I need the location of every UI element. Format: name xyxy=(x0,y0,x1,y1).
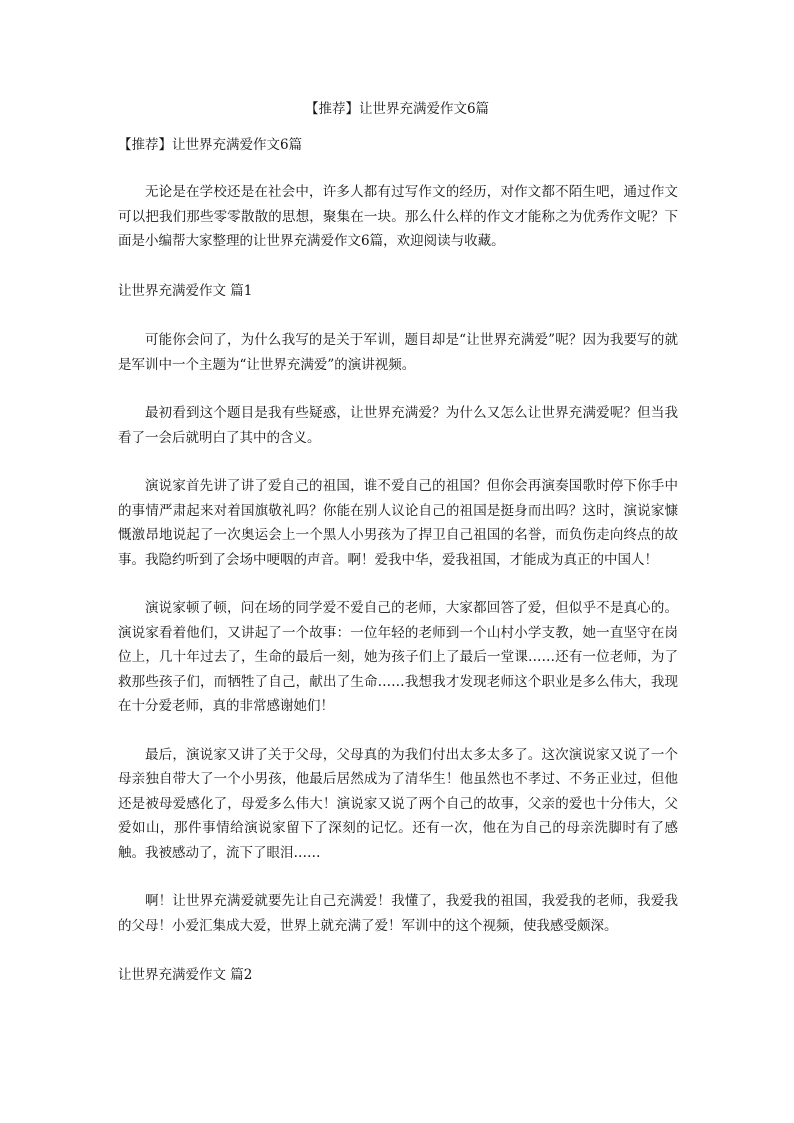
intro-paragraph: 无论是在学校还是在社会中，许多人都有过写作文的经历，对作文都不陌生吧，通过作文可以把我们那些零零散散的思想，聚集在一块。那么什么样的作文才能称之为优秀作文呢？下面是小编帮大家整理的让世界充满爱作文6篇，欢迎阅读与收藏。 xyxy=(118,184,678,249)
document-body xyxy=(118,180,678,988)
body-paragraph: 最初看到这个题目是我有些疑惑，让世界充满爱？为什么又怎么让世界充满爱呢？但当我看了一会后就明白了其中的含义。 xyxy=(118,405,678,446)
document-subtitle: 【推荐】让世界充满爱作文6篇 xyxy=(118,137,303,153)
body-paragraph: 啊！让世界充满爱就要先让自己充满爱！我懂了，我爱我的祖国，我爱我的老师，我爱我的父母！小爱汇集成大爱，世界上就充满了爱！军训中的这个视频，使我感受颇深。 xyxy=(118,893,678,934)
body-paragraph: 演说家首先讲了讲了爱自己的祖国，谁不爱自己的祖国？但你会再演奏国歌时停下你手中的事情严肃起来对着国旗敬礼吗？你能在别人议论自己的祖国是挺身而出吗？这时，演说家慷慨激昂地说起了一次奥运会上一个黑人小男孩为了捍卫自己祖国的名誉，而负伤走向终点的故事。我隐约听到了会场中哽咽的声音。啊！爱我中华，爱我祖国，才能成为真正的中国人！ xyxy=(118,478,678,568)
section-heading-2: 让世界充满爱作文 篇2 xyxy=(118,967,253,983)
body-paragraph: 可能你会问了，为什么我写的是关于军训，题目却是“让世界充满爱”呢？因为我要写的就是军训中一个主题为“让世界充满爱”的演讲视频。 xyxy=(118,332,678,373)
section-heading-1: 让世界充满爱作文 篇1 xyxy=(118,282,253,299)
body-paragraph: 最后，演说家又讲了关于父母，父母真的为我们付出太多太多了。这次演说家又说了一个母亲独自带大了一个小男孩，他最后居然成为了清华生！他虽然也不孝过、不务正业过，但他还是被母爱感化了，母爱多么伟大！演说家又说了两个自己的故事，父亲的爱也十分伟大，父爱如山，那件事情给演说家留下了深刻的记忆。还有一次，他在为自己的母亲洗脚时有了感触。我被感动了，流下了眼泪…… xyxy=(118,746,678,861)
body-paragraph: 演说家顿了顿，问在场的同学爱不爱自己的老师，大家都回答了爱，但似乎不是真心的。演说家看着他们，又讲起了一个故事：一位年轻的老师到一个山村小学支教，她一直坚守在岗位上，几十年过去了，生命的最后一刻，她为孩子们上了最后一堂课……还有一位老师，为了救那些孩子们，而牺牲了自己，献出了生命……我想我才发现老师这个职业是多么伟大，我现在十分爱老师，真的非常感谢她们！ xyxy=(118,600,678,714)
document-title: 【推荐】让世界充满爱作文6篇 xyxy=(304,101,490,117)
